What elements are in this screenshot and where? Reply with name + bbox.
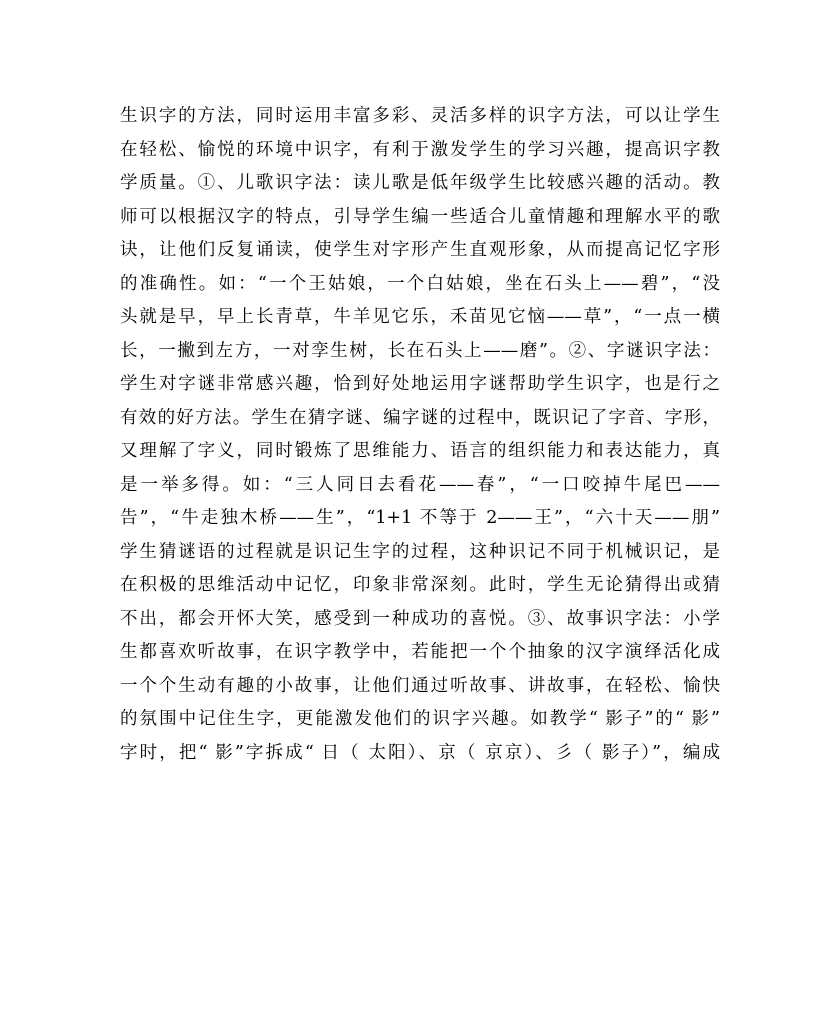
text-line: 学生对字谜非常感兴趣，恰到好处地运用字谜帮助学生识字，也是行之: [120, 374, 720, 394]
text-line: 是一举多得。如：“三人同日去看花——春”，“一口咬掉牛尾巴——: [120, 474, 720, 495]
text-line: 的氛围中记住生字，更能激发他们的识字兴趣。如教学“ 影子”的“ 影”: [120, 709, 720, 729]
text-line: 有效的好方法。学生在猜字谜、编字谜的过程中，既识记了字音、字形，: [120, 407, 720, 428]
text-line: 告”，“牛走独木桥——生”，“1+1 不等于 2——王”，“六十天——朋”: [120, 508, 720, 528]
text-line: 一个个生动有趣的小故事，让他们通过听故事、讲故事，在轻松、愉快: [120, 675, 720, 696]
text-line: 又理解了字义，同时锻炼了思维能力、语言的组织能力和表达能力，真: [120, 441, 720, 461]
text-line: 在轻松、愉悦的环境中识字，有利于激发学生的学习兴趣，提高识字教: [120, 139, 720, 160]
text-line: 学质量。①、儿歌识字法：读儿歌是低年级学生比较感兴趣的活动。教: [120, 173, 720, 193]
text-line: 生识字的方法，同时运用丰富多彩、灵活多样的识字方法，可以让学生: [120, 106, 720, 126]
text-line: 长，一撇到左方，一对孪生树，长在石头上——磨”。②、字谜识字法：: [120, 340, 720, 361]
text-line: 学生猜谜语的过程就是识记生字的过程，这种识记不同于机械识记，是: [120, 541, 720, 562]
text-line: 的准确性。如：“一个王姑娘，一个白姑娘，坐在石头上——碧”，“没: [120, 273, 720, 294]
text-line: 头就是早，早上长青草，牛羊见它乐，禾苗见它恼——草”，“一点一横: [120, 307, 720, 327]
body-text: [120, 100, 720, 770]
text-line: 字时，把“ 影”字拆成“ 日（ 太阳）、京（ 京京）、彡（ 影子）”，编成: [120, 742, 720, 763]
text-line: 师可以根据汉字的特点，引导学生编一些适合儿童情趣和理解水平的歌: [120, 206, 720, 227]
text-line: 在积极的思维活动中记忆，印象非常深刻。此时，学生无论猜得出或猜: [120, 575, 720, 595]
text-line: 生都喜欢听故事，在识字教学中，若能把一个个抽象的汉字演绎活化成: [120, 642, 720, 662]
text-line: 诀，让他们反复诵读，使学生对字形产生直观形象，从而提高记忆字形: [120, 240, 720, 260]
text-line: 不出，都会开怀大笑，感受到一种成功的喜悦。③、故事识字法：小学: [120, 608, 720, 629]
